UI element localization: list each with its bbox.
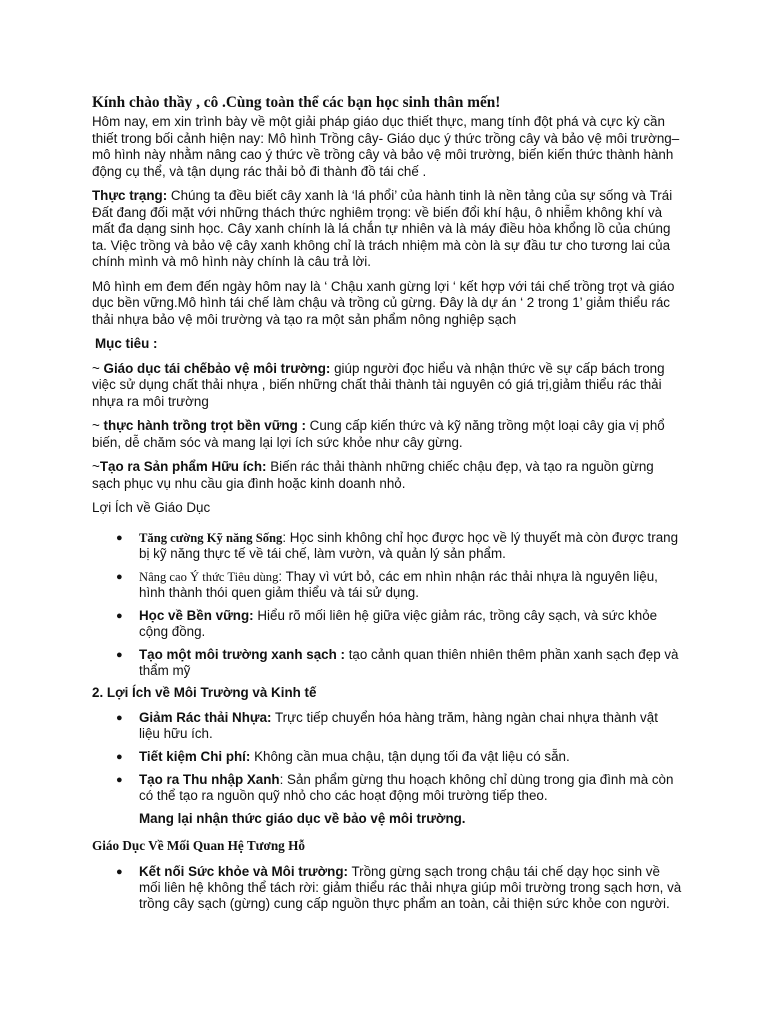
list-item-label: Tiết kiệm Chi phí: (139, 749, 251, 764)
list-item-label: Tạo một môi trường xanh sạch : (139, 646, 345, 662)
list-item-text: : Sản phẩm gừng thu hoạch không chỉ dùng trong gia đình mà còn có thể tạo ra nguồn quỹ nhỏ cho các hoạt động môi trường tiếp theo. (139, 772, 674, 803)
situation-paragraph (92, 188, 682, 271)
list-item (92, 530, 682, 562)
goal-3-label: Tạo ra Sản phẩm Hữu ích: (99, 459, 267, 474)
model-paragraph: Mô hình em đem đến ngày hôm nay là ‘ Chậu xanh gừng lợi ‘ kết hợp với tái chế trồng trọt và giáo dục bền vững.Mô hình tái chế làm chậu và trồng củ gừng. Đây là dự án ‘ 2 trong 1’ giảm thiểu rác thải nhựa bảo vệ môi trường và tạo ra một sản phẩm nông nghiệp sạch (92, 278, 675, 327)
list-item (92, 864, 682, 912)
list-item (92, 608, 682, 640)
bullet-icon: ● (116, 866, 123, 878)
greeting-title: Kính chào thầy , cô .Cùng toàn thể các bạn học sinh thân mến! (92, 94, 501, 111)
list-item-text: Không cần mua chậu, tận dụng tối đa vật liệu có sẵn. (250, 749, 570, 764)
list-item-text: : Học sinh không chỉ học được học về lý thuyết mà còn được trang bị kỹ năng thực tế về tái chế, làm vườn, và quản lý sản phẩm. (139, 529, 679, 561)
list-item-label: Nâng cao Ý thức Tiêu dùng (139, 569, 279, 584)
situation-text: Chúng ta đều biết cây xanh là ‘lá phổi’ của hành tinh là nền tảng của sự sống và Trái Đất đang đối mặt với những thách thức nghiêm trọng: về biến đổi khí hậu, ô nhiễm không khí và mất đa dạng sinh học. Cây xanh chính là lá chắn tự nhiên và là máy điều hòa khổng lồ của chúng ta. Việc trồng và bảo vệ cây xanh không chỉ là trách nhiệm mà còn là sự đầu tư cho tương lai của chính mình và mô hình này chính là câu trả lời. (92, 188, 673, 269)
list-item-text: : Thay vì vứt bỏ, các em nhìn nhận rác thải nhựa là nguyên liệu, hình thành thói quen giảm thiểu và tái sử dụng. (139, 568, 658, 600)
bullet-icon: ● (116, 774, 123, 786)
list-item-label: Kết nối Sức khỏe và Môi trường: (139, 864, 348, 879)
goals-heading (92, 336, 682, 353)
bullet-icon: ● (116, 751, 123, 763)
relationship-list (92, 864, 682, 912)
bullet-icon: ● (116, 712, 123, 724)
relationship-heading: Giáo Dục Về Mối Quan Hệ Tương Hỗ (92, 837, 305, 853)
environment-closing-text: Mang lại nhận thức giáo dục về bảo vệ môi trường. (139, 811, 466, 826)
environment-benefits-heading (92, 685, 682, 702)
list-item (92, 569, 682, 601)
list-item-text: Trực tiếp chuyển hóa hàng trăm, hàng ngàn chai nhựa thành vật liệu hữu ích. (139, 710, 658, 741)
bullet-icon: ● (116, 531, 123, 544)
list-item (92, 772, 682, 804)
goal-1-prefix: ~ (92, 360, 104, 376)
list-item-text: Trồng gừng sạch trong chậu tái chế dạy học sinh về mối liên hệ không thể tách rời: giảm thiểu rác thải nhựa giúp môi trường trong sạch hơn, và trồng cây sạch (gừng) cung cấp nguồn thực phẩm an toàn, cải thiện sức khỏe con người. (139, 864, 682, 911)
environment-benefits-list (92, 710, 682, 804)
list-item-text: Hiểu rõ mối liên hệ giữa việc giảm rác, trồng cây sạch, và sức khỏe cộng đồng. (139, 607, 658, 639)
bullet-icon: ● (116, 609, 123, 622)
goal-1-text: giúp người đọc hiểu và nhận thức về sự cấp bách trong việc sử dụng chất thải nhựa , biến những chất thải thành tài nguyên có giá trị,giảm thiểu rác thải nhựa ra môi trường (92, 360, 665, 409)
education-benefits-heading: Lợi Ích về Giáo Dục (92, 500, 211, 515)
list-item-text: tạo cảnh quan thiên nhiên thêm phần xanh sạch đẹp và thẩm mỹ (139, 646, 679, 678)
list-item-label: Giảm Rác thải Nhựa: (139, 710, 272, 725)
environment-closing (92, 811, 682, 828)
list-item-label: Học về Bền vững: (139, 607, 254, 623)
goal-1-label: Giáo dục tái chếbảo vệ môi trường: (103, 360, 331, 376)
list-item-label: Tăng cường Kỹ năng Sống (139, 530, 283, 545)
goal-3 (92, 459, 682, 492)
goals-heading-text: Mục tiêu : (95, 336, 158, 351)
goal-2 (92, 418, 682, 451)
goal-3-prefix: ~ (92, 459, 100, 474)
intro-paragraph: Hôm nay, em xin trình bày về một giải pháp giáo dục thiết thực, mang tính đột phá và cực kỳ cần thiết trong bối cảnh hiện nay: Mô hình Trồng cây- Giáo dục ý thức trồng cây và bảo vệ môi trường– mô hình này nhằm nâng cao ý thức về trồng cây và bảo vệ môi trường, biến kiến thức thành hành động cụ thể, và tận dụng rác thải bỏ đi thành đồ tái chế . (92, 114, 680, 179)
environment-benefits-heading-text: 2. Lợi Ích về Môi Trường và Kinh tế (92, 684, 317, 700)
goal-3-text: Biến rác thải thành những chiếc chậu đẹp, và tạo ra nguồn gừng sạch phục vụ nhu cầu gia đình hoặc kinh doanh nhỏ. (92, 459, 654, 491)
goal-2-text: Cung cấp kiến thức và kỹ năng trồng một loại cây gia vị phổ biến, dễ chăm sóc và mang lại lợi ích sức khỏe như cây gừng. (92, 418, 665, 450)
list-item (92, 710, 682, 742)
list-item (92, 749, 682, 765)
list-item-label: Tạo ra Thu nhập Xanh (139, 772, 280, 787)
goal-2-prefix: ~ (92, 418, 104, 433)
goal-2-label: thực hành trồng trọt bền vững : (103, 418, 306, 433)
list-item (92, 647, 682, 679)
goal-1 (92, 361, 682, 411)
education-benefits-list (92, 530, 682, 679)
situation-label: Thực trạng: (92, 188, 168, 203)
bullet-icon: ● (116, 570, 123, 583)
bullet-icon: ● (116, 648, 123, 661)
